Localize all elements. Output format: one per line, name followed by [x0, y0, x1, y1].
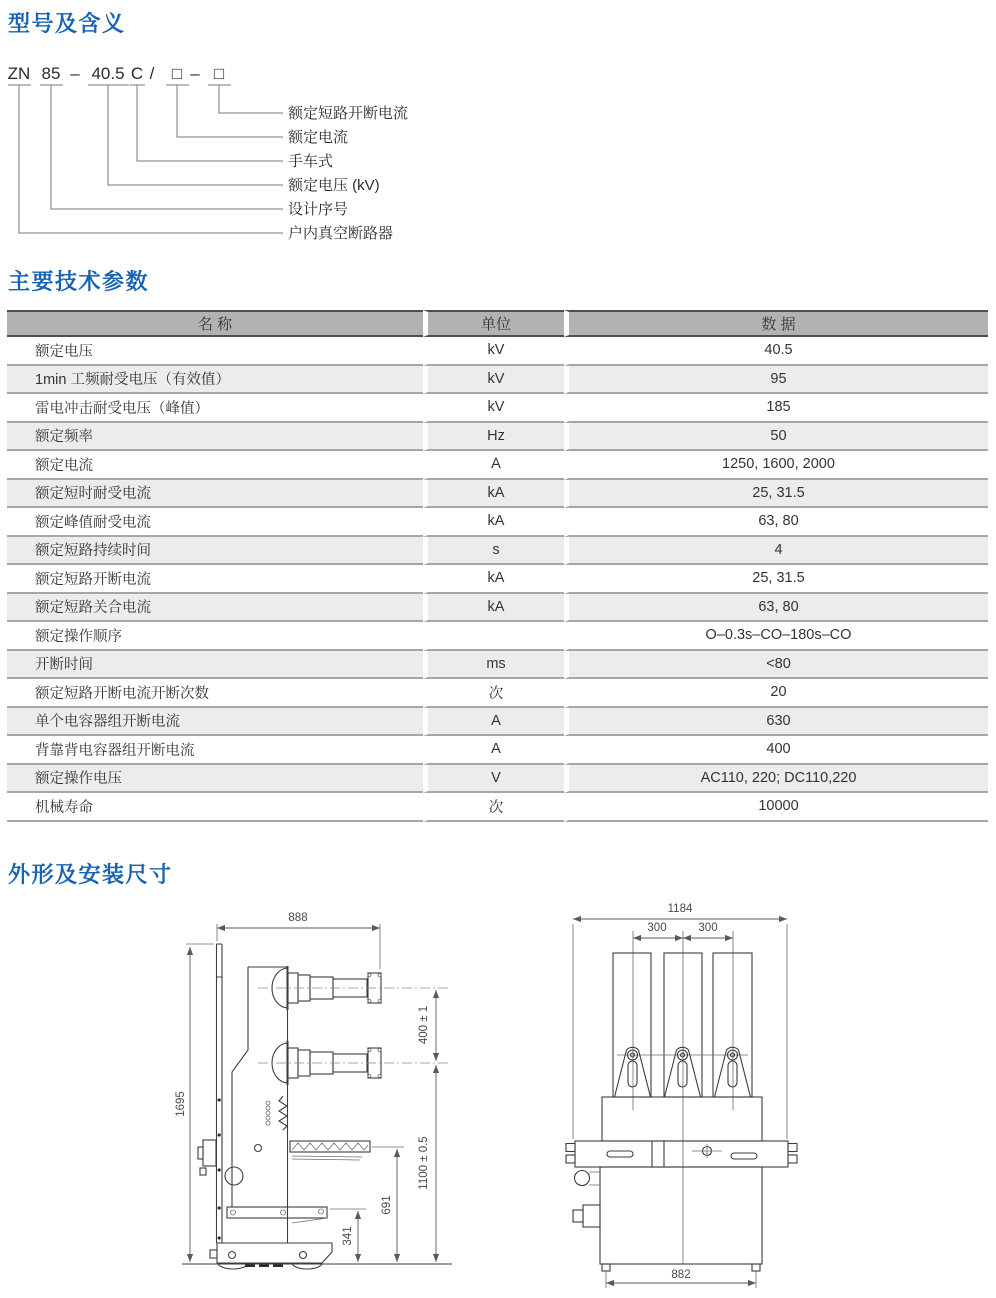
- dim-side-bushing-spacing: 400 ± 1: [418, 1005, 430, 1045]
- table-row: [7, 765, 988, 794]
- param-value: 185: [564, 394, 988, 423]
- param-name: 单个电容器组开断电流: [7, 708, 423, 737]
- param-name: 额定短路开断电流: [7, 565, 423, 594]
- model-designation-diagram: [0, 0, 520, 260]
- table-row: [7, 480, 988, 509]
- model-code-design: 85: [41, 64, 61, 83]
- dim-front-phase-spacing-1: 300: [647, 922, 667, 934]
- section-title-model: 型号及含义: [8, 11, 126, 36]
- model-code-box2: □: [213, 64, 225, 83]
- param-value: O–0.3s–CO–180s–CO: [564, 622, 988, 651]
- param-unit: kV: [423, 337, 564, 366]
- param-value: 95: [564, 366, 988, 395]
- param-name: 额定峰值耐受电流: [7, 508, 423, 537]
- dim-side-overall-height: 1695: [175, 1091, 187, 1117]
- param-unit: 次: [423, 793, 564, 822]
- param-value: 63, 80: [564, 594, 988, 623]
- param-value: 25, 31.5: [564, 480, 988, 509]
- model-labels: [288, 104, 408, 242]
- model-code: [8, 64, 231, 85]
- param-unit: A: [423, 451, 564, 480]
- param-name: 额定操作电压: [7, 765, 423, 794]
- param-value: 4: [564, 537, 988, 566]
- param-name: 额定电流: [7, 451, 423, 480]
- side-view-drawing: [175, 912, 452, 1269]
- col-header-unit: 单位: [423, 310, 564, 337]
- table-row: [7, 337, 988, 366]
- side-view-dimensions: [175, 912, 436, 1262]
- param-unit: kV: [423, 366, 564, 395]
- dim-side-overall-width: 888: [288, 912, 308, 924]
- param-value: <80: [564, 651, 988, 680]
- param-unit: s: [423, 537, 564, 566]
- param-value: 20: [564, 679, 988, 708]
- param-value: 1250, 1600, 2000: [564, 451, 988, 480]
- table-row: [7, 708, 988, 737]
- param-name: 额定短路开断电流开断次数: [7, 679, 423, 708]
- table-row: [7, 736, 988, 765]
- model-label-rated-voltage: 额定电压 (kV): [288, 177, 380, 194]
- param-unit: kV: [423, 394, 564, 423]
- table-row: [7, 537, 988, 566]
- param-unit: [423, 622, 564, 651]
- param-name: 机械寿命: [7, 793, 423, 822]
- model-code-dash2: –: [190, 64, 200, 83]
- table-header-row: [7, 310, 988, 337]
- param-name: 雷电冲击耐受电压（峰值）: [7, 394, 423, 423]
- model-code-box1: □: [171, 64, 183, 83]
- param-value: 400: [564, 736, 988, 765]
- param-value: 63, 80: [564, 508, 988, 537]
- param-unit: kA: [423, 594, 564, 623]
- dim-side-plate-height: 341: [342, 1226, 354, 1246]
- model-label-rated-current: 额定电流: [288, 129, 349, 146]
- param-unit: A: [423, 736, 564, 765]
- section-title-dimensions: 外形及安装尺寸: [8, 862, 173, 887]
- table-row: [7, 423, 988, 452]
- param-name: 1min 工频耐受电压（有效值）: [7, 366, 423, 395]
- col-header-name: 名 称: [7, 310, 423, 337]
- model-code-dash1: –: [70, 64, 80, 83]
- table-row: [7, 394, 988, 423]
- param-name: 额定短路关合电流: [7, 594, 423, 623]
- model-label-design-serial: 设计序号: [288, 201, 349, 218]
- param-value: 50: [564, 423, 988, 452]
- dim-side-lower-height: 1100 ± 0.5: [418, 1136, 430, 1190]
- param-unit: kA: [423, 508, 564, 537]
- model-code-voltage: 40.5: [91, 64, 125, 83]
- param-unit: Hz: [423, 423, 564, 452]
- model-leader-lines: [19, 85, 283, 233]
- param-name: 额定操作顺序: [7, 622, 423, 651]
- param-value: 40.5: [564, 337, 988, 366]
- dim-front-phase-spacing-2: 300: [698, 922, 718, 934]
- dim-front-base-width: 882: [671, 1269, 691, 1281]
- model-code-slash: /: [149, 64, 155, 83]
- model-label-breaking-current: 额定短路开断电流: [288, 105, 409, 122]
- table-row: [7, 366, 988, 395]
- table-row: [7, 451, 988, 480]
- table-row: [7, 651, 988, 680]
- table-row: [7, 594, 988, 623]
- param-value: 630: [564, 708, 988, 737]
- param-unit: kA: [423, 480, 564, 509]
- model-label-truck-type: 手车式: [288, 153, 334, 170]
- front-view-dimensions: [573, 903, 787, 1288]
- param-name: 额定频率: [7, 423, 423, 452]
- param-value: 25, 31.5: [564, 565, 988, 594]
- dimension-drawings: [150, 895, 996, 1298]
- table-row: [7, 565, 988, 594]
- model-label-indoor-vcb: 户内真空断路器: [288, 225, 394, 242]
- param-unit: A: [423, 708, 564, 737]
- param-unit: 次: [423, 679, 564, 708]
- param-name: 额定短时耐受电流: [7, 480, 423, 509]
- table-row: [7, 679, 988, 708]
- param-unit: ms: [423, 651, 564, 680]
- model-code-truck: C: [130, 64, 144, 83]
- param-name: 开断时间: [7, 651, 423, 680]
- parameters-table: [7, 310, 988, 822]
- table-row: [7, 508, 988, 537]
- table-row: [7, 622, 988, 651]
- model-code-series: ZN: [7, 64, 31, 83]
- param-value: 10000: [564, 793, 988, 822]
- param-name: 背靠背电容器组开断电流: [7, 736, 423, 765]
- param-unit: kA: [423, 565, 564, 594]
- param-name: 额定电压: [7, 337, 423, 366]
- section-title-parameters: 主要技术参数: [8, 269, 150, 294]
- dim-side-rail-height: 691: [381, 1195, 393, 1215]
- param-value: AC110, 220; DC110,220: [564, 765, 988, 794]
- front-view-drawing: [566, 903, 797, 1288]
- param-unit: V: [423, 765, 564, 794]
- param-name: 额定短路持续时间: [7, 537, 423, 566]
- table-row: [7, 793, 988, 822]
- col-header-data: 数 据: [564, 310, 988, 337]
- dim-front-overall-width: 1184: [667, 903, 693, 915]
